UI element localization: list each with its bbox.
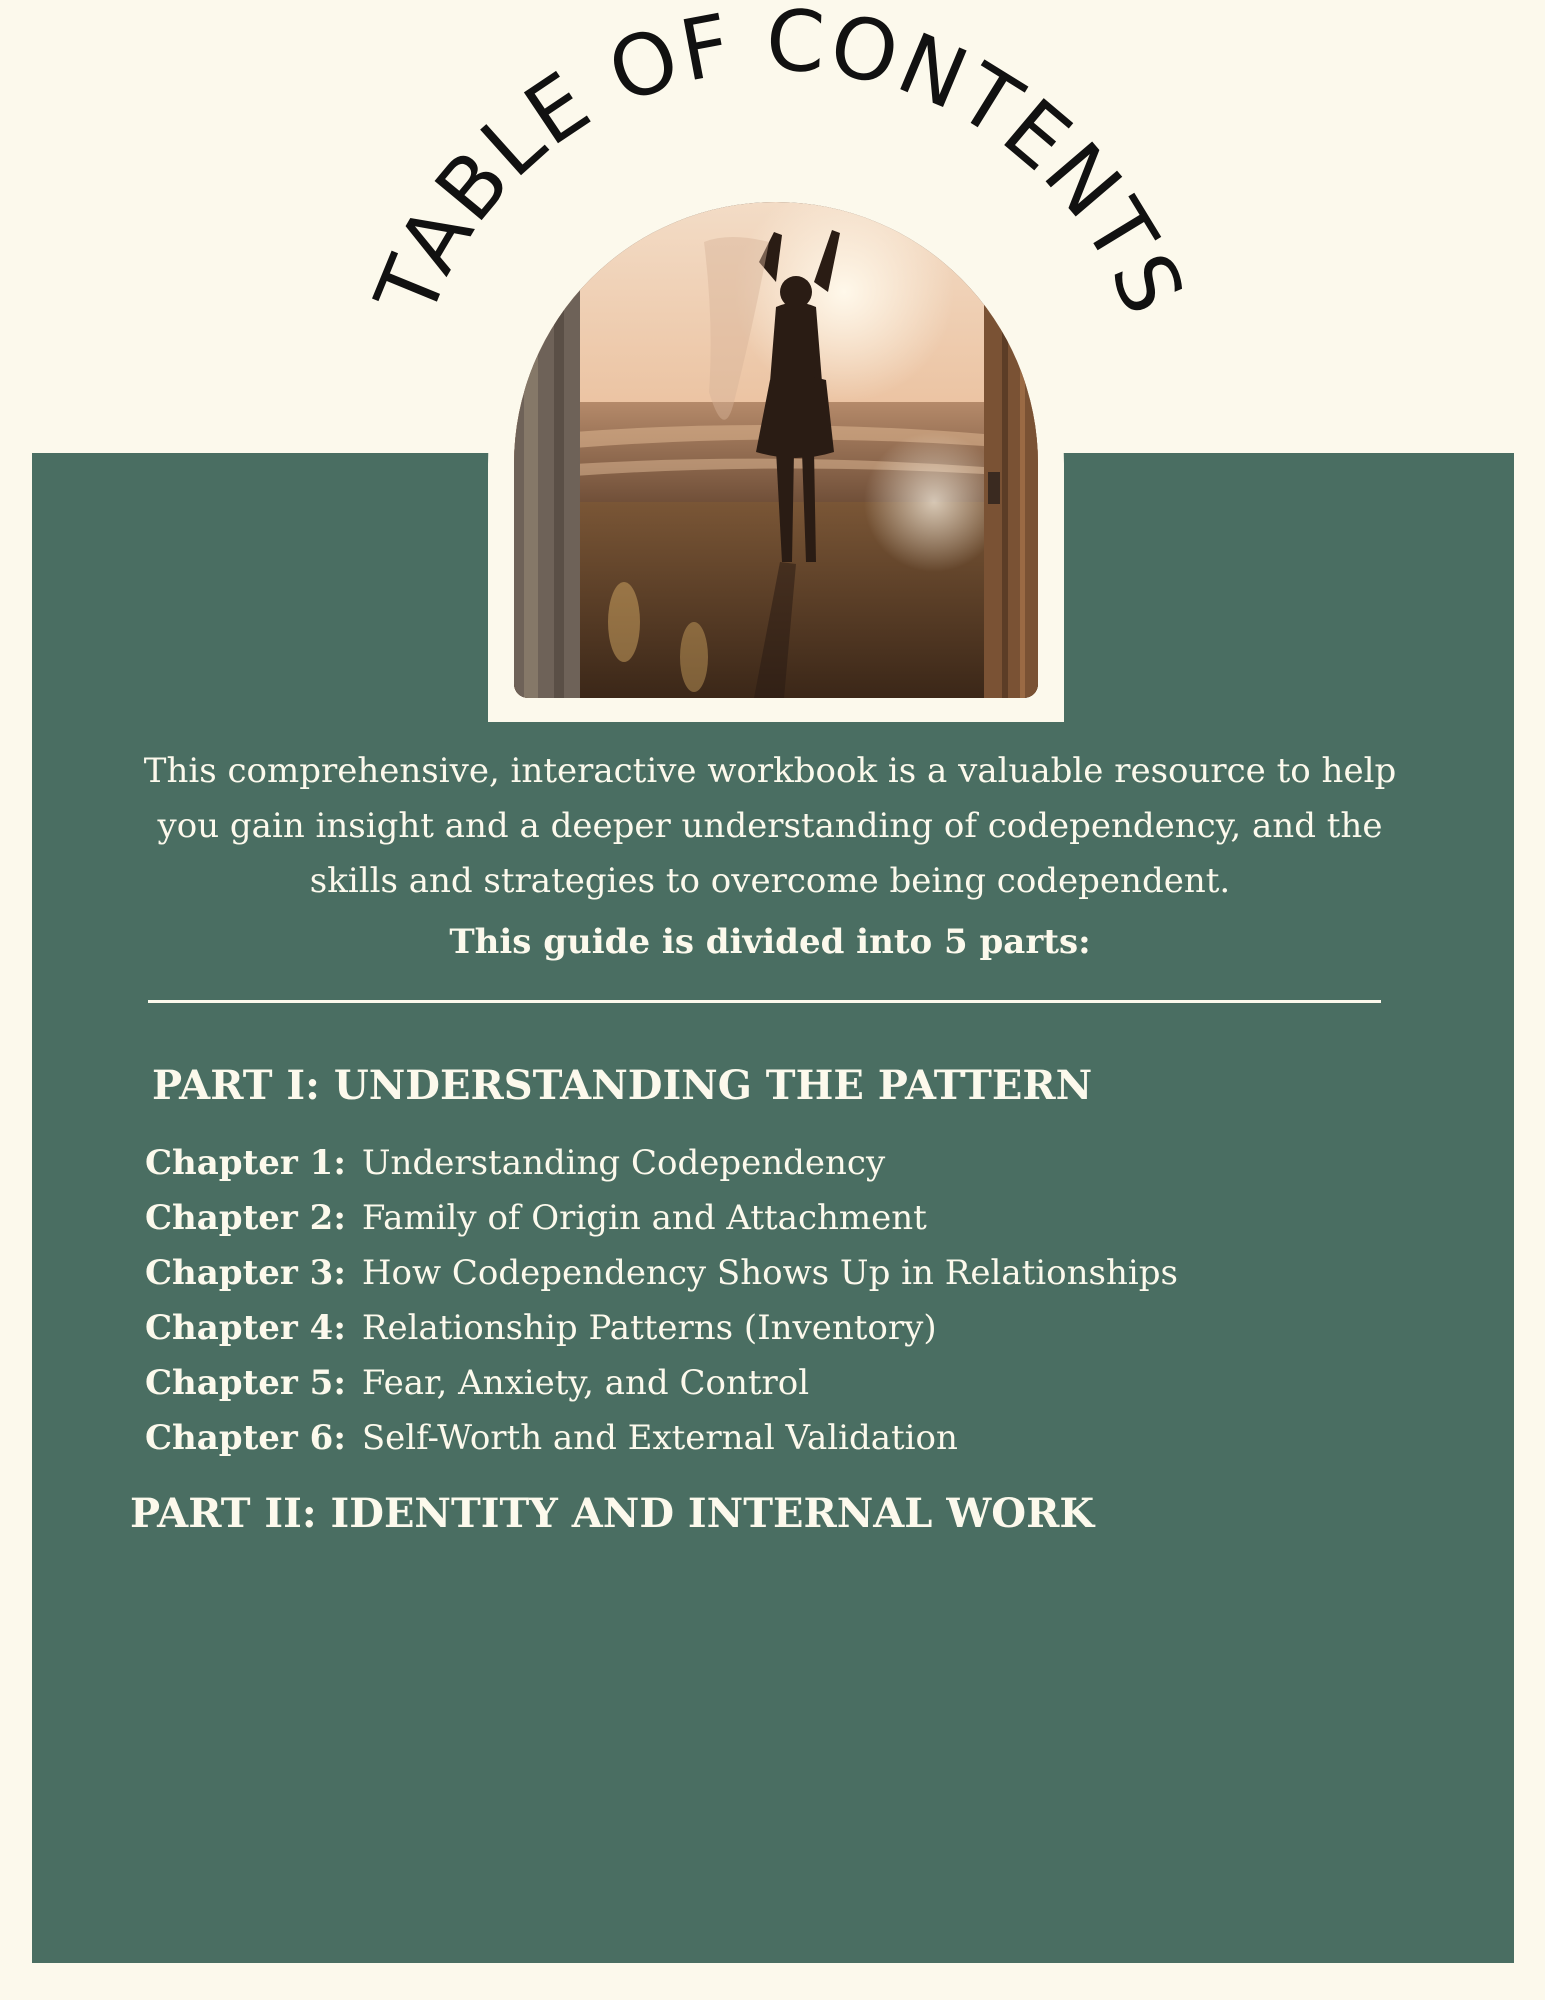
photo-arch-frame <box>488 176 1064 722</box>
chapter-title: Understanding Codependency <box>361 1143 886 1183</box>
chapter-label: Chapter 2: <box>145 1198 346 1238</box>
chapter-item[interactable] <box>145 1411 1178 1466</box>
beach-photo <box>514 202 1038 698</box>
chapter-label: Chapter 3: <box>145 1253 346 1293</box>
chapter-label: Chapter 6: <box>145 1418 346 1458</box>
chapter-label: Chapter 4: <box>145 1308 346 1348</box>
chapter-title: Fear, Anxiety, and Control <box>361 1363 810 1403</box>
chapter-list <box>145 1136 1178 1466</box>
chapter-label: Chapter 5: <box>145 1363 346 1403</box>
intro-paragraph: This comprehensive, interactive workbook is a valuable resource to help you gain insight and a deeper understanding of codependency, and the skills and strategies to overcome being codependent. <box>143 751 1397 901</box>
page-title-text: TABLE OF CONTENTS <box>356 0 1204 330</box>
chapter-title: Family of Origin and Attachment <box>361 1198 927 1238</box>
chapter-item[interactable] <box>145 1191 1178 1246</box>
chapter-item[interactable] <box>145 1356 1178 1411</box>
divider-line <box>148 1000 1381 1003</box>
chapter-label: Chapter 1: <box>145 1143 346 1183</box>
chapter-title: How Codependency Shows Up in Relationships <box>361 1253 1178 1293</box>
chapter-title: Relationship Patterns (Inventory) <box>361 1308 937 1348</box>
chapter-item[interactable] <box>145 1246 1178 1301</box>
part-heading-2: PART II: IDENTITY AND INTERNAL WORK <box>130 1490 1095 1537</box>
chapter-item[interactable] <box>145 1301 1178 1356</box>
chapter-item[interactable] <box>145 1136 1178 1191</box>
part-heading-1: PART I: UNDERSTANDING THE PATTERN <box>152 1062 1093 1109</box>
parts-note: This guide is divided into 5 parts: <box>449 922 1091 962</box>
chapter-title: Self-Worth and External Validation <box>361 1418 958 1458</box>
